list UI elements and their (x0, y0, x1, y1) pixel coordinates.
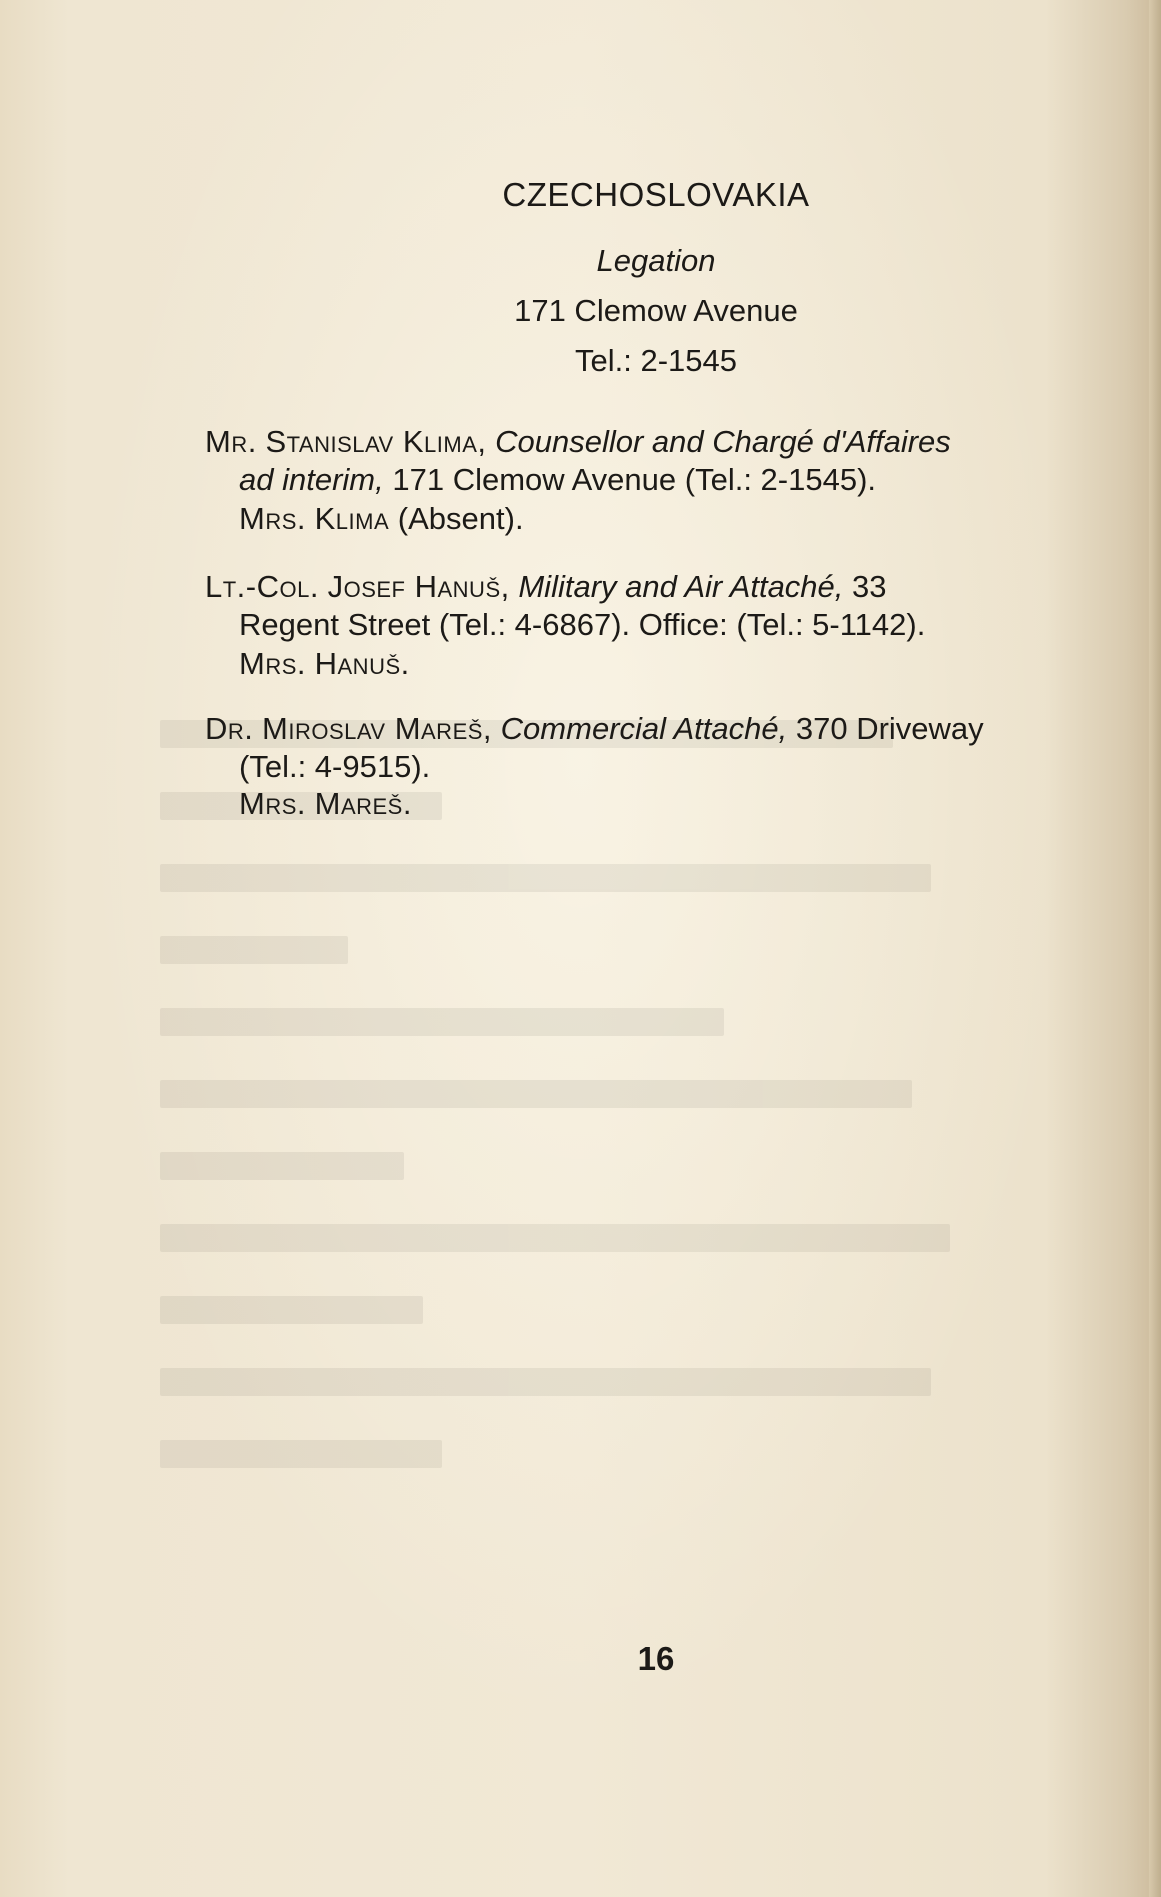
spouse-title: Mrs. (239, 786, 306, 821)
spouse-entry-klima (239, 500, 1144, 538)
entry-title: Dr. (205, 711, 254, 746)
page-edge (1149, 0, 1161, 1897)
spouse-entry-mares (239, 785, 1144, 823)
page-number: 16 (637, 1640, 675, 1677)
directory-entry-hanus (205, 568, 1110, 644)
legation-label: Legation (596, 243, 716, 278)
entry-name: Stanislav Klima, (265, 424, 487, 459)
directory-entry-klima (205, 423, 1110, 499)
entry-title: Mr. (205, 424, 257, 459)
entry-details: 171 Clemow Avenue (Tel.: 2-1545). (392, 462, 877, 497)
spouse-title: Mrs. (239, 646, 306, 681)
spouse-note: (Absent). (397, 501, 524, 536)
entry-title: Lt.-Col. (205, 569, 319, 604)
entry-details: 33 (852, 569, 887, 604)
entry-role-continued: ad interim, (239, 462, 384, 497)
entry-name: Josef Hanuš, (327, 569, 510, 604)
spouse-name: Klima (314, 501, 390, 536)
country-heading: CZECHOSLOVAKIA (502, 176, 810, 213)
entry-details-continued: Regent Street (Tel.: 4-6867). Office: (Tel.: 5-1142). (239, 607, 926, 642)
directory-entry-mares (205, 710, 1110, 786)
entry-details-continued: (Tel.: 4-9515). (239, 749, 431, 784)
entry-role: Military and Air Attaché, (518, 569, 844, 604)
spouse-entry-hanus (239, 645, 1144, 683)
spouse-title: Mrs. (239, 501, 306, 536)
entry-role: Counsellor and Chargé d'Affaires (495, 424, 951, 459)
legation-address: 171 Clemow Avenue (514, 293, 798, 328)
entry-name: Miroslav Mareš, (262, 711, 493, 746)
spouse-name: Mareš. (314, 786, 412, 821)
legation-telephone: Tel.: 2-1545 (575, 343, 737, 378)
bleed-through-text (160, 720, 1100, 1600)
spouse-name: Hanuš. (314, 646, 410, 681)
entry-details: 370 Driveway (795, 711, 984, 746)
entry-role: Commercial Attaché, (500, 711, 788, 746)
